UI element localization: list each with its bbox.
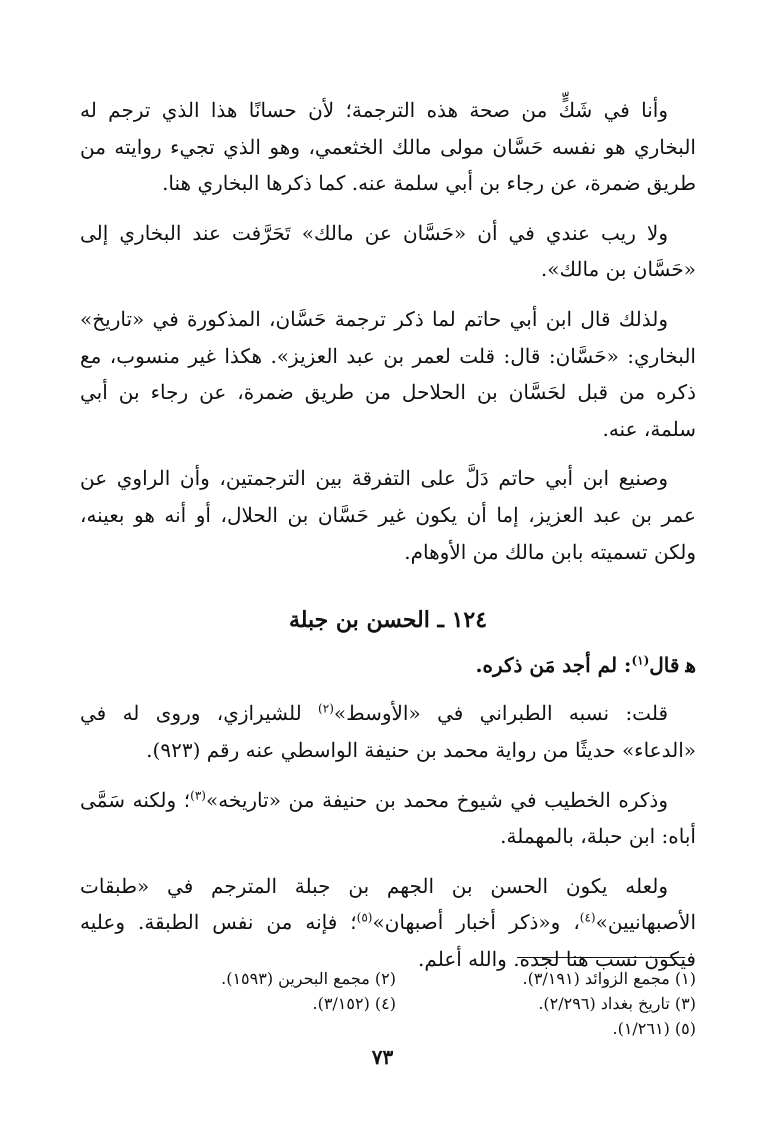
footnote-ref-1: (١) <box>631 653 650 668</box>
quote-line <box>80 647 696 684</box>
paragraph-6 <box>80 782 696 855</box>
footnote-5: (٥) (١/٢٦١). <box>612 1019 696 1038</box>
paragraph-7-part-b: ، و«ذكر أخبار أصبهان» <box>372 910 580 935</box>
paragraph-1: وأنا في شَكٍّ من صحة هذه الترجمة؛ لأن حسانًا هذا الذي ترجم له البخاري هو نفسه حَسَّان مولى مالك الخثعمي، وهو الذي تجيء روايته من طريق ضمرة، عن رجاء بن أبي سلمة عنه. كما ذكرها البخاري هنا. <box>80 98 696 196</box>
paragraph-5-part-b: للشيرازي، وروى له في «الدعاء» حديثًا من رواية محمد بن حنيفة الواسطي عنه رقم (٩٢٣). <box>80 701 696 762</box>
footnote-ref-2: (٢) <box>318 701 334 716</box>
bullet-mark: ﻫ <box>685 652 696 677</box>
footnote-1: (١) مجمع الزوائد (٣/١٩١). <box>522 969 696 988</box>
footnote-ref-4: (٤) <box>579 910 596 925</box>
paragraph-7 <box>80 868 696 978</box>
paragraph-5 <box>80 695 696 768</box>
footnote-row-2 <box>80 991 696 1016</box>
entry-heading: ١٢٤ ـ الحسن بن جبلة <box>288 607 488 634</box>
footnote-row-3 <box>80 1016 696 1041</box>
paragraph-5-part-a: قلت: نسبه الطبراني في «الأوسط» <box>333 701 668 726</box>
footnote-2: (٢) مجمع البحرين (١٥٩٣). <box>221 969 396 988</box>
footnote-row-1 <box>80 966 696 991</box>
paragraph-2: ولا ريب عندي في أن «حَسَّان عن مالك» تَحَرَّفت عند البخاري إلى «حَسَّان بن مالك». <box>80 220 696 282</box>
footnote-3: (٣) تاريخ بغداد (٢/٢٩٦). <box>538 994 696 1013</box>
footnote-ref-3: (٣) <box>190 787 206 802</box>
quote-label: قال <box>649 652 680 677</box>
paragraph-6-part-b: ؛ ولكنه سَمَّى أباه: ابن حبلة، بالمهملة. <box>80 787 696 849</box>
paragraph-3: ولذلك قال ابن أبي حاتم لما ذكر ترجمة حَسَّان، المذكورة في «تاريخ» البخاري: «حَسَّان: قال: قلت لعمر بن عبد العزيز». هكذا غير منسوب، مع ذكره من قبل لحَسَّان بن الحلاحل من طريق ضمرة، عن رجاء بن أبي سلمة، عنه. <box>80 306 696 441</box>
paragraph-7-part-c: ؛ فإنه من نفس الطبقة. وعليه فيكون نسب هنا لجده. والله أعلم. <box>80 910 696 971</box>
paragraph-6-part-a: وذكره الخطيب في شيوخ محمد بن حنيفة من «تاريخه» <box>205 787 668 812</box>
footnote-4: (٤) (٣/١٥٢). <box>312 994 396 1013</box>
paragraph-7-part-a: ولعله يكون الحسن بن الجهم بن جبلة المترجم في «طبقات الأصبهانيين» <box>80 873 696 935</box>
footnote-divider <box>517 957 685 958</box>
main-text <box>80 92 696 990</box>
paragraph-4: وصنيع ابن أبي حاتم دَلَّ على التفرقة بين الترجمتين، وأن الراوي عن عمر بن عبد العزيز، إما أن يكون غير حَسَّان بن الحلال، أو أنه هو بعينه، ولكن تسميته بابن مالك من الأوهام. <box>80 466 696 564</box>
quote-text: : لم أجد مَن ذكره. <box>475 652 632 677</box>
page-number: ٧٣ <box>371 1045 394 1069</box>
footnotes <box>80 966 696 1041</box>
footnote-ref-5: (٥) <box>356 910 373 925</box>
